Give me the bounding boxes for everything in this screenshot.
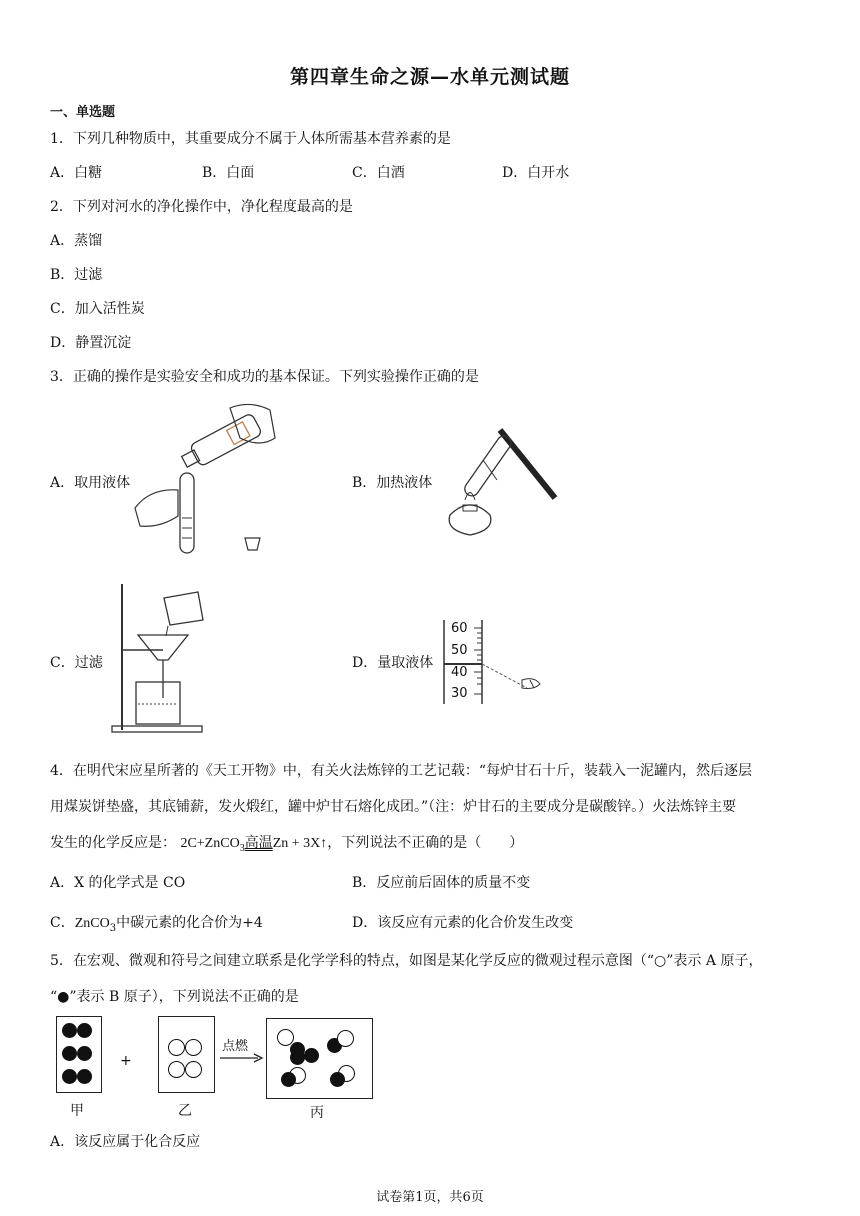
q4-line-3-prefix: 发生的化学反应是： — [50, 835, 176, 851]
q5-line-2: “●”表示 B 原子），下列说法不正确的是 — [50, 989, 299, 1005]
reaction-equation — [180, 836, 328, 854]
atom-a — [185, 1061, 202, 1078]
q4-line-3 — [50, 832, 523, 854]
heating-liquid-figure — [435, 420, 565, 545]
atom-b — [62, 1046, 77, 1061]
q4-option-c-prefix: C． — [50, 915, 75, 931]
atom-b — [77, 1046, 92, 1061]
cylinder-tick-50: 50 — [451, 643, 468, 658]
q1-option-b: B．白面 — [202, 165, 255, 181]
q4-option-d: D．该反应有元素的化合价发生改变 — [352, 915, 574, 931]
q1-stem: 1．下列几种物质中，其重要成分不属于人体所需基本营养素的是 — [50, 131, 451, 147]
label-jia: 甲 — [70, 1103, 84, 1119]
pouring-liquid-figure — [130, 398, 280, 558]
q4-option-c-text: 中碳元素的化合价为+4 — [116, 915, 263, 931]
section-heading: 一、单选题 — [50, 105, 116, 120]
q1-option-a: A．白糖 — [50, 165, 103, 181]
q4-option-c-formula: ZnCO — [74, 916, 110, 931]
q4-option-c-subscript: 3 — [109, 922, 117, 934]
q1-option-c: C．白酒 — [352, 165, 405, 181]
q5-option-a: A．该反应属于化合反应 — [50, 1134, 201, 1150]
atom-a — [337, 1030, 354, 1047]
q4-line-2: 用煤炭饼垫盛，其底铺薪，发火煅红，罐中炉甘石熔化成团。”（注：炉甘石的主要成分是碳酸锌。）火法炼锌主要 — [50, 799, 737, 815]
plus-sign: + — [120, 1053, 132, 1069]
atom-b — [62, 1023, 77, 1038]
q4-option-b: B．反应前后固体的质量不变 — [352, 875, 531, 891]
atom-a — [185, 1039, 202, 1056]
q3-option-d: D．量取液体 — [352, 655, 434, 671]
q3-option-c: C．过滤 — [50, 655, 103, 671]
arrow-label: 点燃 — [222, 1039, 249, 1054]
box-jia — [56, 1016, 102, 1093]
q3-stem: 3．正确的操作是实验安全和成功的基本保证。下列实验操作正确的是 — [50, 369, 479, 385]
q2-stem: 2．下列对河水的净化操作中，净化程度最高的是 — [50, 199, 353, 215]
q1-option-d: D．白开水 — [502, 165, 570, 181]
equation-left-subscript: 3 — [239, 842, 245, 854]
atom-a — [168, 1039, 185, 1056]
q3-option-b: B．加热液体 — [352, 475, 433, 491]
q2-option-c: C．加入活性炭 — [50, 301, 145, 317]
q5-line-1: 5．在宏观、微观和符号之间建立联系是化学学科的特点，如图是某化学反应的微观过程示意图（“○”表示 A 原子， — [50, 953, 763, 969]
q4-line-1: 4．在明代宋应星所著的《天工开物》中，有关火法炼锌的工艺记载：“每炉甘石十斤，装载入一泥罐内，然后逐层 — [50, 763, 753, 779]
atom-b — [290, 1050, 305, 1065]
atom-b — [304, 1048, 319, 1063]
page-title: 第四章生命之源—水单元测试题 — [289, 66, 570, 88]
atom-b — [62, 1069, 77, 1084]
page-footer: 试卷第1页，共6页 — [376, 1190, 484, 1205]
box-bing — [266, 1018, 373, 1099]
q4-option-a: A．X 的化学式是 CO — [50, 875, 186, 891]
equation-right: Zn + 3X↑ — [272, 836, 328, 851]
reaction-arrow-icon — [218, 1052, 264, 1064]
box-yi — [158, 1016, 215, 1093]
cylinder-tick-40: 40 — [451, 665, 468, 680]
q4-option-c — [50, 912, 263, 934]
label-bing: 丙 — [310, 1105, 324, 1121]
atom-b — [77, 1069, 92, 1084]
label-yi: 乙 — [178, 1103, 192, 1119]
atom-b — [77, 1023, 92, 1038]
q2-option-a: A．蒸馏 — [50, 233, 103, 249]
cylinder-tick-60: 60 — [451, 621, 468, 636]
atom-a — [168, 1061, 185, 1078]
q2-option-b: B．过滤 — [50, 267, 103, 283]
atom-b — [281, 1072, 296, 1087]
atom-b — [330, 1072, 345, 1087]
reaction-condition: 高温 — [244, 836, 273, 851]
equation-left: 2C+ZnCO — [180, 836, 240, 851]
q4-line-3-suffix: ，下列说法不正确的是（ ） — [327, 835, 524, 851]
q2-option-d: D．静置沉淀 — [50, 335, 132, 351]
filtration-figure — [108, 580, 208, 736]
cylinder-tick-30: 30 — [451, 686, 468, 701]
q3-option-a: A．取用液体 — [50, 475, 131, 491]
